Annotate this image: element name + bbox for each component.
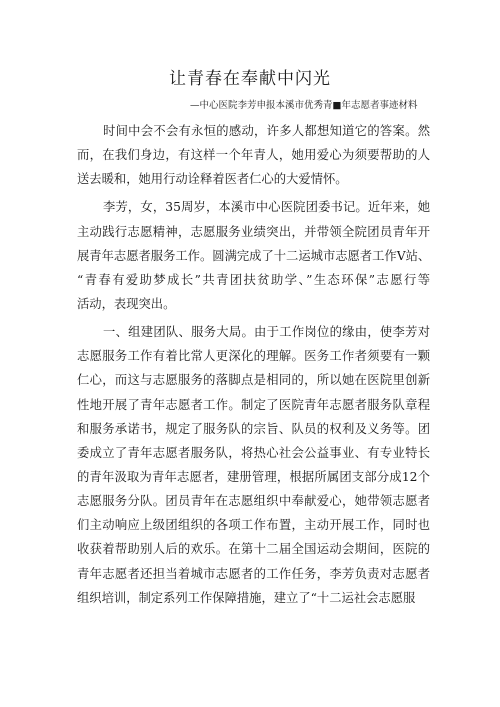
paragraph-line: 活动，表现突出。	[77, 296, 176, 311]
paragraph-line: 主动践行志愿精神，志愿服务业绩突出，并带领全院团员青年开	[77, 224, 430, 239]
document-title: 让青春在奉献中闪光	[169, 69, 331, 89]
paragraph	[77, 195, 430, 316]
document-body	[77, 119, 430, 610]
paragraph-line: “青春有爱助梦成长”共青团扶贫助学、”生态环保”志愿行等	[77, 272, 430, 287]
paragraph-line: 和服务承诺书，规定了服务队的宗旨、队员的权利及义务等。团	[77, 421, 430, 436]
paragraph-line: 仁心，而这与志愿服务的落脚点是相同的，所以她在医院里创新	[77, 373, 430, 388]
paragraph-line: 时间中会不会有永恒的感动，许多人都想知道它的答案。然	[103, 124, 430, 138]
paragraph-line: 们主动响应上级团组织的各项工作布置，主动开展工作，同时也	[77, 518, 430, 533]
paragraph-line: 志愿服务工作有着比常人更深化的理解。医务工作者须要有一颗	[77, 349, 430, 364]
paragraph-line: 青年志愿者还担当着城市志愿者的工作任务，李芳负责对志愿者	[77, 566, 430, 581]
paragraph-line: 一、组建团队、服务大局。由于工作岗位的缘由，使李芳对	[103, 325, 430, 340]
paragraph-line: 组织培训，制定系列工作保障措施，建立了“十二运社会志愿服	[77, 590, 416, 605]
paragraph-line: 志愿服务分队。团员青年在志愿组织中奉献爱心，她带领志愿者	[77, 494, 430, 509]
paragraph-line: 送去暖和，她用行动诠释着医者仁心的大爱情怀。	[77, 172, 348, 187]
paragraph-line: 李芳，女，35周岁，本溪市中心医院团委书记。近年来，她	[103, 200, 430, 215]
paragraph-line: 而，在我们身边，有这样一个年青人，她用爱心为须要帮助的人	[77, 148, 430, 163]
paragraph-line: 性地开展了青年志愿者工作。制定了医院青年志愿者服务队章程	[77, 397, 430, 412]
document-subtitle: —中心医院李芳申报本溪市优秀青■年志愿者事迹材料	[190, 100, 418, 111]
paragraph-line: 展青年志愿者服务工作。圆满完成了十二运城市志愿者工作V站、	[77, 248, 431, 263]
paragraph-line: 的青年汲取为青年志愿者，建册管理，根据所属团支部分成12个	[77, 469, 430, 484]
paragraph-line: 委成立了青年志愿者服务队，将热心社会公益事业、有专业特长	[77, 445, 430, 460]
paragraph	[77, 119, 430, 191]
paragraph	[77, 320, 430, 610]
paragraph-line: 收获着帮助别人后的欢乐。在第十二届全国运动会期间，医院的	[77, 542, 430, 557]
